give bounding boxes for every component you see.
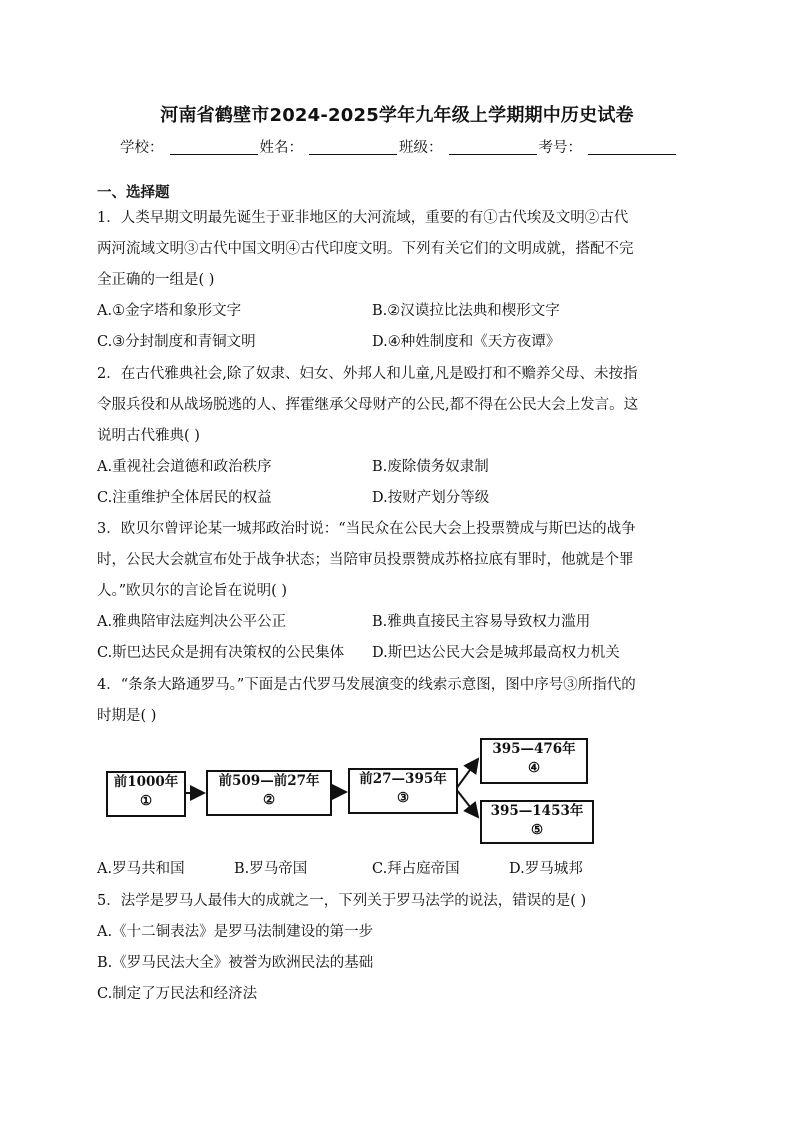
- q2-line-1: 2．在古代雅典社会,除了奴隶、妇女、外邦人和儿童,凡是殴打和不赡养父母、未按指: [97, 366, 638, 382]
- rome-timeline-diagram: [100, 733, 600, 845]
- q3-option-b[interactable]: B.雅典直接民主容易导致权力滥用: [372, 614, 591, 630]
- timeline-box-4: [480, 738, 588, 784]
- q2-line-2: 令服兵役和从战场脱逃的人、挥霍继承父母财产的公民,都不得在公民大会上发言。这: [97, 397, 639, 413]
- box-2-period: 前509—前27年: [218, 773, 320, 789]
- name-blank[interactable]: [309, 140, 397, 155]
- school-blank[interactable]: [170, 140, 258, 155]
- arrow-3-5: [456, 789, 478, 817]
- box-3-period: 前27—395年: [359, 771, 447, 787]
- school-label: 学校：: [120, 140, 164, 156]
- q1-option-c[interactable]: C.③分封制度和青铜文明: [97, 334, 256, 350]
- q4-option-a[interactable]: A.罗马共和国: [97, 861, 185, 877]
- q3-option-c[interactable]: C.斯巴达民众是拥有决策权的公民集体: [97, 645, 345, 661]
- box-3-number: ③: [396, 790, 410, 806]
- box-5-period: 395—1453年: [490, 803, 584, 819]
- q2-option-c[interactable]: C.注重维护全体居民的权益: [97, 490, 272, 506]
- timeline-box-2: [206, 770, 332, 816]
- q5-option-a[interactable]: A.《十二铜表法》是罗马法制建设的第一步: [97, 924, 374, 940]
- q1-line-2: 两河流域文明③古代中国文明④古代印度文明。下列有关它们的文明成就，搭配不完: [97, 241, 634, 257]
- page-title: 河南省鹤壁市2024-2025学年九年级上学期期中历史试卷: [160, 105, 634, 126]
- q3-line-2: 时，公民大会就宣布处于战争状态；当陪审员投票赞成苏格拉底有罪时，他就是个罪: [97, 552, 634, 568]
- box-1-period: 前1000年: [113, 774, 179, 790]
- q1-option-d[interactable]: D.④种姓制度和《天方夜谭》: [372, 334, 561, 350]
- section-heading: 一、选择题: [97, 185, 170, 201]
- box-1-number: ①: [139, 793, 153, 809]
- class-blank[interactable]: [449, 140, 537, 155]
- q4-line-2: 时期是( ): [97, 708, 157, 724]
- box-4-period: 395—476年: [492, 741, 576, 757]
- q2-option-b[interactable]: B.废除债务奴隶制: [372, 459, 489, 475]
- q5-option-b[interactable]: B.《罗马民法大全》被誉为欧洲民法的基础: [97, 955, 374, 971]
- q3-option-a[interactable]: A.雅典陪审法庭判决公平公正: [97, 614, 287, 630]
- q3-line-3: 人。”欧贝尔的言论旨在说明( ): [97, 583, 288, 599]
- timeline-box-5: [480, 800, 594, 844]
- q5-line-1: 5．法学是罗马人最伟大的成就之一，下列关于罗马法学的说法，错误的是( ): [97, 893, 587, 909]
- box-5-number: ⑤: [530, 822, 544, 838]
- exam-number-blank[interactable]: [588, 140, 676, 155]
- name-label: 姓名：: [259, 140, 303, 156]
- timeline-box-3: [348, 768, 458, 814]
- q2-line-3: 说明古代雅典( ): [97, 428, 200, 444]
- q5-option-c[interactable]: C.制定了万民法和经济法: [97, 986, 258, 1002]
- q2-option-d[interactable]: D.按财产划分等级: [372, 490, 490, 506]
- q4-option-d[interactable]: D.罗马城邦: [509, 861, 583, 877]
- q4-option-c[interactable]: C.拜占庭帝国: [372, 861, 460, 877]
- box-4-number: ④: [527, 760, 541, 776]
- student-info-row: [120, 136, 678, 157]
- arrow-3-4: [456, 759, 478, 789]
- class-label: 班级：: [399, 140, 443, 156]
- q1-option-b[interactable]: B.②汉谟拉比法典和楔形文字: [372, 303, 560, 319]
- q1-line-1: 1．人类早期文明最先诞生于亚非地区的大河流域，重要的有①古代埃及文明②古代: [97, 210, 629, 226]
- q4-line-1: 4．“条条大路通罗马。”下面是古代罗马发展演变的线索示意图，图中序号③所指代的: [97, 677, 636, 693]
- q3-line-1: 3．欧贝尔曾评论某一城邦政治时说：“当民众在公民大会上投票赞成与斯巴达的战争: [97, 521, 636, 537]
- box-2-number: ②: [262, 792, 276, 808]
- q1-line-3: 全正确的一组是( ): [97, 272, 215, 288]
- q3-option-d[interactable]: D.斯巴达公民大会是城邦最高权力机关: [372, 645, 620, 661]
- exam-number-label: 考号：: [538, 140, 582, 156]
- q4-option-b[interactable]: B.罗马帝国: [234, 861, 308, 877]
- q2-option-a[interactable]: A.重视社会道德和政治秩序: [97, 459, 272, 475]
- q1-option-a[interactable]: A.①金字塔和象形文字: [97, 303, 242, 319]
- timeline-box-1: [106, 771, 186, 817]
